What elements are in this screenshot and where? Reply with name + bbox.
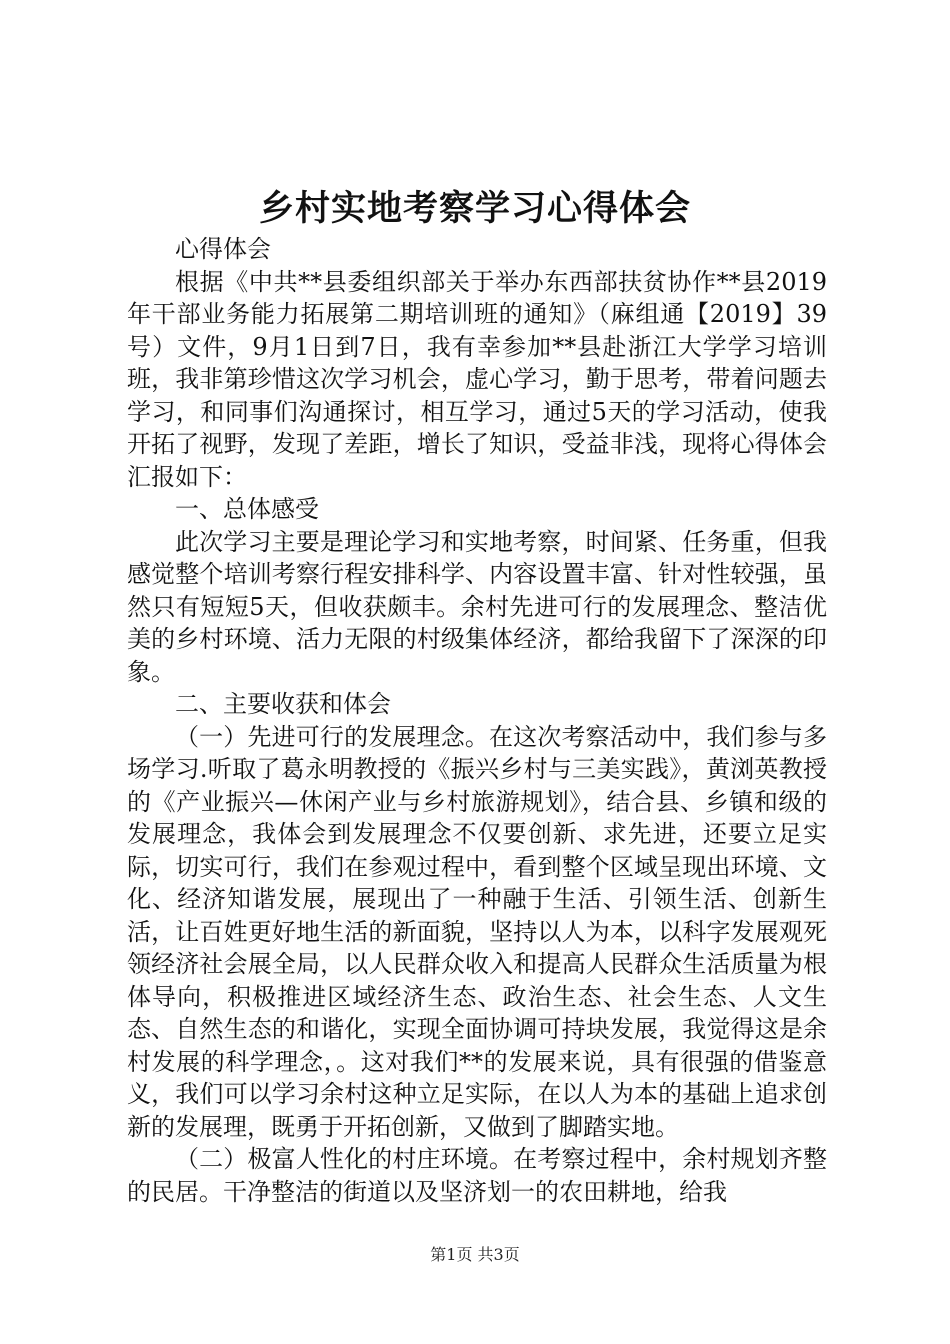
section-heading-xinde: 心得体会 bbox=[175, 235, 271, 263]
document-body bbox=[127, 233, 827, 1208]
section-heading-overall: 一、总体感受 bbox=[175, 495, 319, 523]
intro-paragraph: 根据《中共**县委组织部关于举办东西部扶贫协作**县2019年干部业务能力拓展第二期培训班的通知》（麻组通【2019】39号）文件，9月1日到7日，我有幸参加**县赴浙江大学学习培训班，我非第珍惜这次学习机会，虚心学习，勤于思考，带着问题去学习，和同事们沟通探讨，相互学习，通过5天的学习活动，使我开拓了视野，发现了差距，增长了知识，受益非浅，现将心得体会汇报如下： bbox=[127, 267, 827, 491]
page-title: 乡村实地考察学习心得体会 bbox=[258, 189, 691, 229]
section-heading-gains: 二、主要收获和体会 bbox=[175, 690, 391, 718]
page-footer: 第1页 共3页 bbox=[430, 1245, 520, 1264]
gains-paragraph-2: （二）极富人性化的村庄环境。在考察过程中，余村规划齐整的民居。干净整洁的街道以及坚济划一的农田耕地，给我 bbox=[127, 1145, 827, 1206]
gains-paragraph-1: （一）先进可行的发展理念。在这次考察活动中，我们参与多场学习.听取了葛永明教授的《振兴乡村与三美实践》，黄浏英教授的《产业振兴—休闲产业与乡村旅游规划》，结合县、乡镇和级的发展理念，我体会到发展理念不仅要创新、求先进，还要立足实际，切实可行，我们在参观过程中，看到整个区域呈现出环境、文化、经济知谐发展，展现出了一种融于生活、引领生活、创新生活，让百姓更好地生活的新面貌，坚持以人为本，以科字发展观死领经济社会展全局，以人民群众收入和提高人民群众生活质量为根体导向，积极推进区域经济生态、政治生态、社会生态、人文生态、自然生态的和谐化，实现全面协调可持块发展，我觉得这是余村发展的科学理念，。这对我们**的发展来说，具有很强的借鉴意义，我们可以学习余村这种立足实际，在以人为本的基础上追求创新的发展理，既勇于开拓创新，又做到了脚踏实地。 bbox=[127, 722, 827, 1141]
overall-paragraph: 此次学习主要是理论学习和实地考察，时间紧、任务重，但我感觉整个培训考察行程安排科学、内容设置丰富、针对性较强，虽然只有短短5天，但收获颇丰。余村先进可行的发展理念、整洁优美的乡村环境、活力无限的村级集体经济，都给我留下了深深的印象。 bbox=[127, 527, 827, 686]
